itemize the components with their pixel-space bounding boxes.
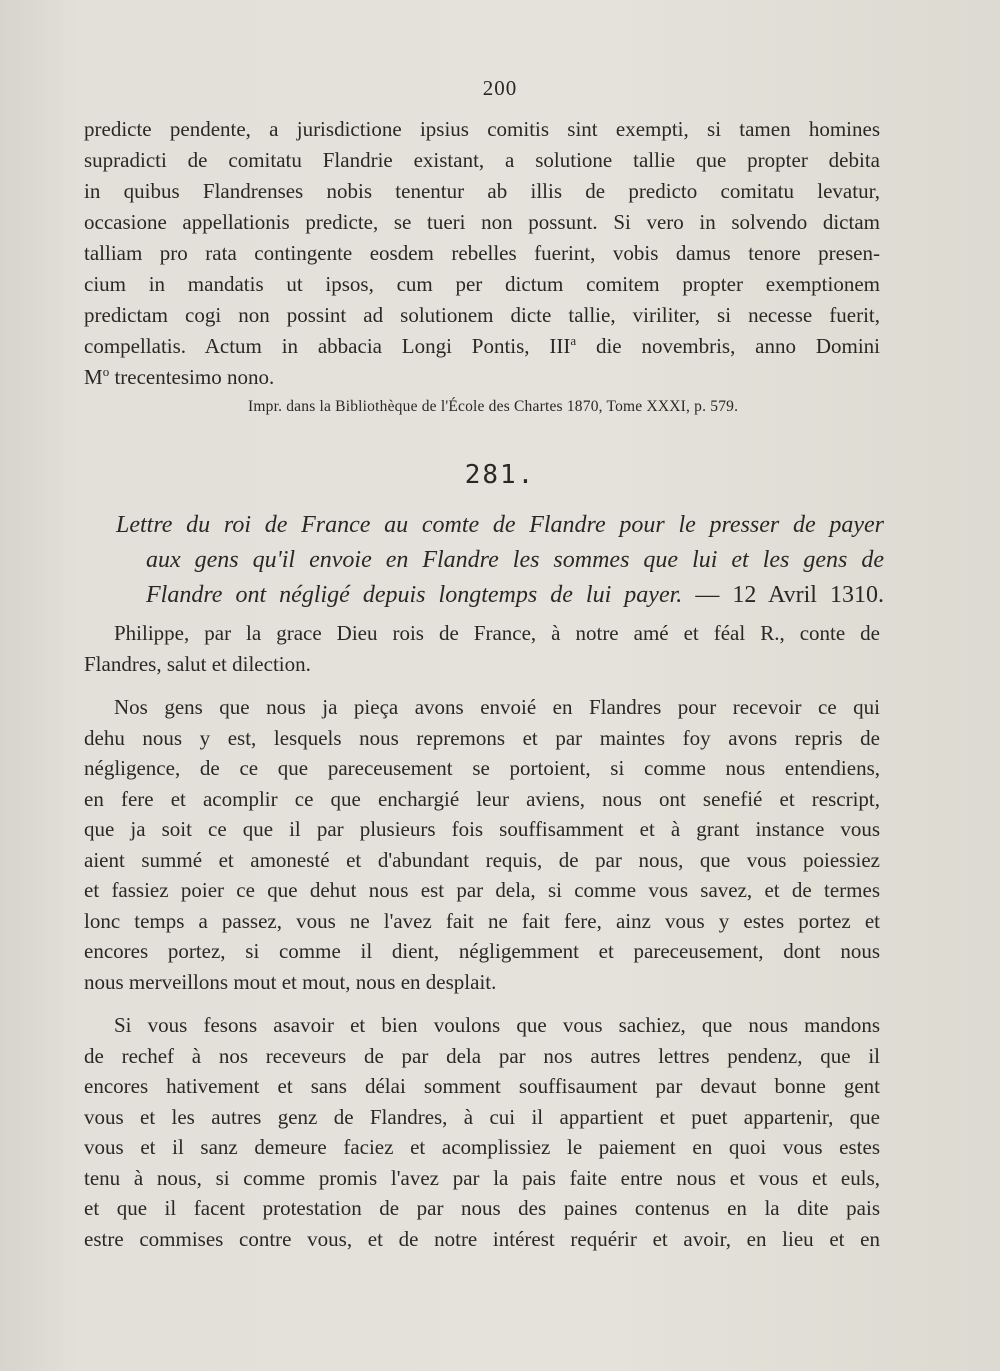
title-line: Flandre ont négligé depuis longtemps de lui payer. — 12 Avril 1310. bbox=[146, 582, 884, 608]
text-line: négligence, de ce que pareceusement se portoient, si comme nous entendiens, bbox=[84, 756, 880, 780]
body-paragraph-2 bbox=[84, 692, 880, 997]
text-line: $M^o$ trecentesimo nono. bbox=[84, 364, 275, 389]
text-line: predictam cogi non possint ad solutionem dicte tallie, viriliter, si necesse fuerit, bbox=[84, 303, 880, 327]
document-date: — 12 Avril 1310. bbox=[682, 582, 884, 608]
letter-body bbox=[84, 618, 880, 1267]
text-line: Si vous fesons asavoir et bien voulons que vous sachiez, que nous mandons bbox=[114, 1013, 880, 1037]
continuation-paragraph bbox=[84, 114, 880, 393]
text-line: et que il facent protestation de par nous des paines contenus en la dite pais bbox=[84, 1196, 880, 1220]
text-line: encores hativement et sans délai somment souffisaument par devaut bonne gent bbox=[84, 1074, 880, 1098]
text-line: compellatis. Actum in abbacia Longi Pontis, III$^a$ die novembris, anno Domini bbox=[84, 333, 880, 358]
text-line: Flandres, salut et dilection. bbox=[84, 651, 311, 676]
document-number: 281. bbox=[464, 460, 536, 490]
text-line: cium in mandatis ut ipsos, cum per dictum comitem propter exemptionem bbox=[84, 272, 880, 296]
text-line: estre commises contre vous, et de notre intérest requérir et avoir, en lieu et en bbox=[84, 1226, 880, 1251]
text-line: encores portez, si comme il dient, négligemment et pareceusement, dont nous bbox=[84, 939, 880, 963]
text-line: occasione appellationis predicte, se tueri non possunt. Si vero in solvendo dictam bbox=[84, 210, 880, 234]
text-line: et fassiez poier ce que dehut nous est par dela, si comme vous savez, et de termes bbox=[84, 878, 880, 902]
text-line: vous et il sanz demeure faciez et acomplissiez le paiement en quoi vous estes bbox=[84, 1135, 880, 1159]
text-line: Philippe, par la grace Dieu rois de France, à notre amé et féal R., conte de bbox=[114, 621, 880, 645]
text-line: en fere et acomplir ce que enchargié leur aviens, nous ont senefié et rescript, bbox=[84, 786, 880, 811]
title-line: aux gens qu'il envoie en Flandre les sommes que lui et les gens de bbox=[146, 547, 884, 573]
title-line: Lettre du roi de France au comte de Flandre pour le presser de payer bbox=[116, 512, 884, 538]
text-line: tenu à nous, si comme promis l'avez par la pais faite entre nous et vous et euls, bbox=[84, 1165, 880, 1190]
text-line: in quibus Flandrenses nobis tenentur ab illis de predicto comitatu levatur, bbox=[84, 179, 880, 203]
page-number: 200 bbox=[482, 76, 518, 100]
text-line: Nos gens que nous ja pieça avons envoié en Flandres pour recevoir ce qui bbox=[114, 695, 880, 719]
text-line: talliam pro rata contingente eosdem rebelles fuerint, vobis damus tenore presen- bbox=[84, 241, 880, 265]
body-paragraph-3 bbox=[84, 1010, 880, 1254]
text-line: aient summé et amonesté et d'abundant requis, de par nous, que vous poiessiez bbox=[84, 847, 880, 872]
text-line: de rechef à nos receveurs de par dela par nos autres lettres pendenz, que il bbox=[84, 1043, 880, 1068]
text-line: que ja soit ce que il par plusieurs fois souffisamment et à grant instance vous bbox=[84, 817, 880, 841]
text-line: predicte pendente, a jurisdictione ipsius comitis sint exempti, si tamen homines bbox=[84, 117, 880, 141]
text-line: nous merveillons mout et mout, nous en desplait. bbox=[84, 969, 497, 994]
superscript: a bbox=[570, 333, 577, 348]
body-paragraph-1 bbox=[84, 618, 880, 679]
text-line: vous et les autres genz de Flandres, à cui il appartient et puet appartenir, que bbox=[84, 1104, 880, 1129]
text-line: dehu nous y est, lesquels nous repremons et par maintes foy avons repris de bbox=[84, 725, 880, 750]
text-line: supradicti de comitatu Flandrie existant, a solutione tallie que propter debita bbox=[84, 148, 880, 172]
text-line: lonc temps a passez, vous ne l'avez fait ne fait fere, ainz vous y estes portez et bbox=[84, 908, 880, 933]
document-title bbox=[116, 508, 884, 613]
source-reference: Impr. dans la Bibliothèque de l'École des Chartes 1870, Tome XXXI, p. 579. bbox=[248, 398, 739, 415]
superscript: o bbox=[102, 364, 110, 379]
